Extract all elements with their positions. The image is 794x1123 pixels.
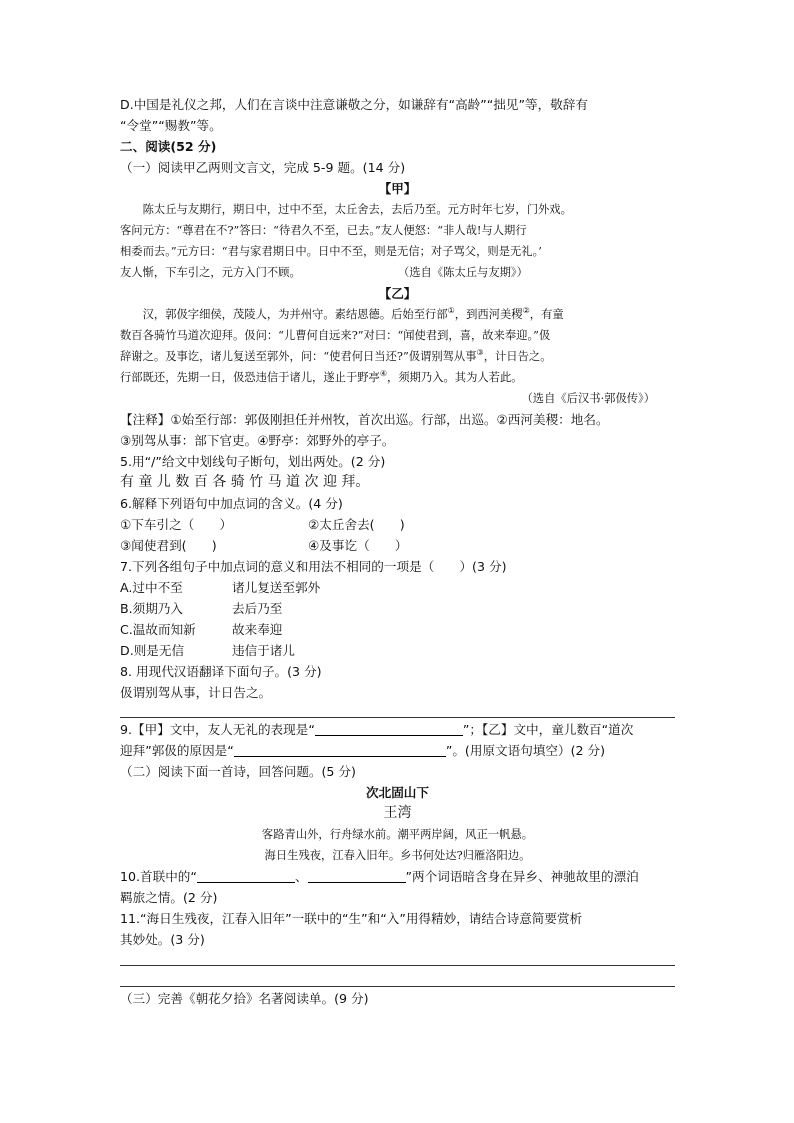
footnote-mark: ③: [476, 348, 484, 358]
q10-text: 10.首联中的“: [120, 869, 197, 884]
poem-line: 海日生残夜，江春入旧年。乡书何处达?归雁洛阳边。: [264, 849, 531, 862]
passage-yi-text: ，有童: [529, 308, 564, 321]
q7-option-text: 去后乃至: [232, 601, 283, 616]
q7-option: [120, 598, 675, 619]
question-5: 5.用“/”给文中划线句子断句，划出两处。(2 分): [120, 454, 386, 469]
question-6: 6.解释下列语句中加点词的含义。(4 分): [120, 496, 343, 511]
q6-item: ①下车引之（ ）: [120, 517, 233, 532]
answer-line[interactable]: [120, 986, 675, 987]
question-6-row: [120, 535, 675, 556]
question-11: 11.“海日生残夜，江春入旧年”一联中的“生”和“入”用得精妙，请结合诗意简要赏析: [120, 911, 583, 926]
option-d-line2: “令堂”“赐教”等。: [120, 118, 222, 133]
question-10: [120, 866, 675, 887]
answer-blank[interactable]: [308, 868, 406, 883]
section-heading: 二、阅读(52 分): [120, 139, 217, 154]
passage-jia-line: [120, 262, 675, 283]
option-d-line1: D.中国是礼仪之邦，人们在言谈中注意谦敬之分，如谦辞有“高龄”“拙见”等，敬辞有: [120, 97, 588, 112]
q9-text: 9.【甲】文中，友人无礼的表现是“: [120, 722, 315, 737]
q7-option: [120, 577, 675, 598]
question-6-row: [120, 514, 675, 535]
q6-item: ②太丘舍去( ): [308, 517, 405, 532]
answer-line[interactable]: [120, 717, 675, 718]
q7-option-label: D.则是无信: [120, 643, 185, 658]
passage-yi-text: ，计日告之。: [483, 350, 552, 363]
part-three-heading: （三）完善《朝花夕拾》名著阅读单。(9 分): [120, 991, 369, 1006]
answer-blank[interactable]: [315, 721, 463, 736]
question-7: 7.下列各组句子中加点词的意义和用法不相同的一项是（ ）(3 分): [120, 559, 507, 574]
q7-option: [120, 619, 675, 640]
q10-text: ”两个词语暗含身在异乡、神驰故里的漂泊: [405, 869, 639, 884]
question-8: 8. 用现代汉语翻译下面句子。(3 分): [120, 664, 322, 679]
answer-blank[interactable]: [197, 868, 295, 883]
passage-jia-title: 【甲】: [378, 181, 417, 196]
q6-item: ④及事讫（ ）: [308, 538, 408, 553]
passage-yi-title: 【乙】: [378, 286, 417, 301]
q9-text: 迎拜”郭伋的原因是“: [120, 743, 234, 758]
exam-page: [120, 94, 675, 1009]
passage-yi-text: 行部既还，先期一日，伋恐违信于诸儿，遂止于野亭: [120, 371, 380, 384]
part-one-heading: （一）阅读甲乙两则文言文，完成 5-9 题。(14 分): [120, 160, 406, 175]
passage-yi-line: 数百各骑竹马道次迎拜。伋问：“儿曹何自远来?”对曰：“闻使君到，喜，故来奉迎。”伋: [120, 329, 551, 342]
passage-yi-line: [120, 367, 675, 388]
passage-yi-text: ，到西河美稷: [454, 308, 523, 321]
passage-jia-source: （选自《陈太丘与友期》）: [397, 266, 528, 279]
part-two-heading: （二）阅读下面一首诗，回答问题。(5 分): [120, 764, 356, 779]
question-8-sentence: 伋谓别驾从事，计日告之。: [120, 685, 272, 700]
q7-option-text: 故来奉迎: [232, 622, 283, 637]
poem-line: 客路青山外，行舟绿水前。潮平两岸阔，风正一帆悬。: [261, 828, 534, 841]
poem-title: 次北固山下: [366, 785, 429, 800]
q7-option-text: 违信于诸儿: [232, 643, 295, 658]
answer-blank[interactable]: [234, 742, 446, 757]
q7-option-label: A.过中不至: [120, 580, 183, 595]
passage-yi-text: 汉，郭伋字细侯，茂陵人，为并州守。素结恩德。后始至行部: [142, 308, 448, 321]
question-9-cont: [120, 740, 675, 761]
q7-option-label: B.须期乃入: [120, 601, 184, 616]
q9-text: ”；【乙】文中，童儿数百“道次: [462, 722, 634, 737]
poem-author: 王湾: [383, 805, 412, 821]
footnote-mark: ④: [379, 369, 388, 379]
footnote-mark: ①: [447, 306, 455, 316]
q7-option: [120, 640, 675, 661]
passage-jia-text: 友人惭，下车引之，元方入门不顾。: [120, 266, 301, 279]
passage-yi-text: 辞谢之。及事讫，诸儿复送至郭外，问：“使君何日当还?”伋谓别驾从事: [120, 350, 477, 363]
q9-text: ”。(用原文语句填空）(2 分): [445, 743, 606, 758]
question-10-cont: 羁旅之情。(2 分): [120, 890, 218, 905]
passage-jia-line: 陈太丘与友期行，期日中，过中不至，太丘舍去，去后乃至。元方时年七岁，门外戏。: [142, 203, 572, 216]
annotation-line: 【注释】①始至行部：郭伋刚担任并州牧，首次出巡。行部，出巡。②西河美稷：地名。: [120, 412, 609, 427]
q7-option-label: C.温故而知新: [120, 622, 196, 637]
annotation-line: ③别驾从事：部下官吏。④野亭：郊野外的亭子。: [120, 433, 395, 448]
q10-text: 、: [294, 869, 308, 884]
passage-yi-line: [120, 346, 675, 367]
passage-jia-line: 相委而去。”元方曰：“君与家君期日中。日中不至，则是无信；对子骂父，则是无礼。’: [120, 245, 542, 258]
passage-yi-line: [120, 304, 675, 325]
question-9: [120, 719, 675, 740]
question-11-cont: 其妙处。(3 分): [120, 932, 205, 947]
footnote-mark: ②: [522, 306, 530, 316]
q7-option-text: 诸儿复送至郭外: [232, 580, 321, 595]
passage-yi-text: ，须期乃入。其为人若此。: [387, 371, 523, 384]
question-5-sentence: 有 童 儿 数 百 各 骑 竹 马 道 次 迎 拜。: [120, 474, 370, 490]
q6-item: ③闻使君到( ): [120, 538, 217, 553]
passage-yi-source: （选自《后汉书·郭伋传》）: [521, 392, 655, 405]
passage-jia-line: 客问元方：“尊君在不?”答曰：“待君久不至，已去。”友人便怒：“非人哉!与人期行: [120, 224, 527, 237]
